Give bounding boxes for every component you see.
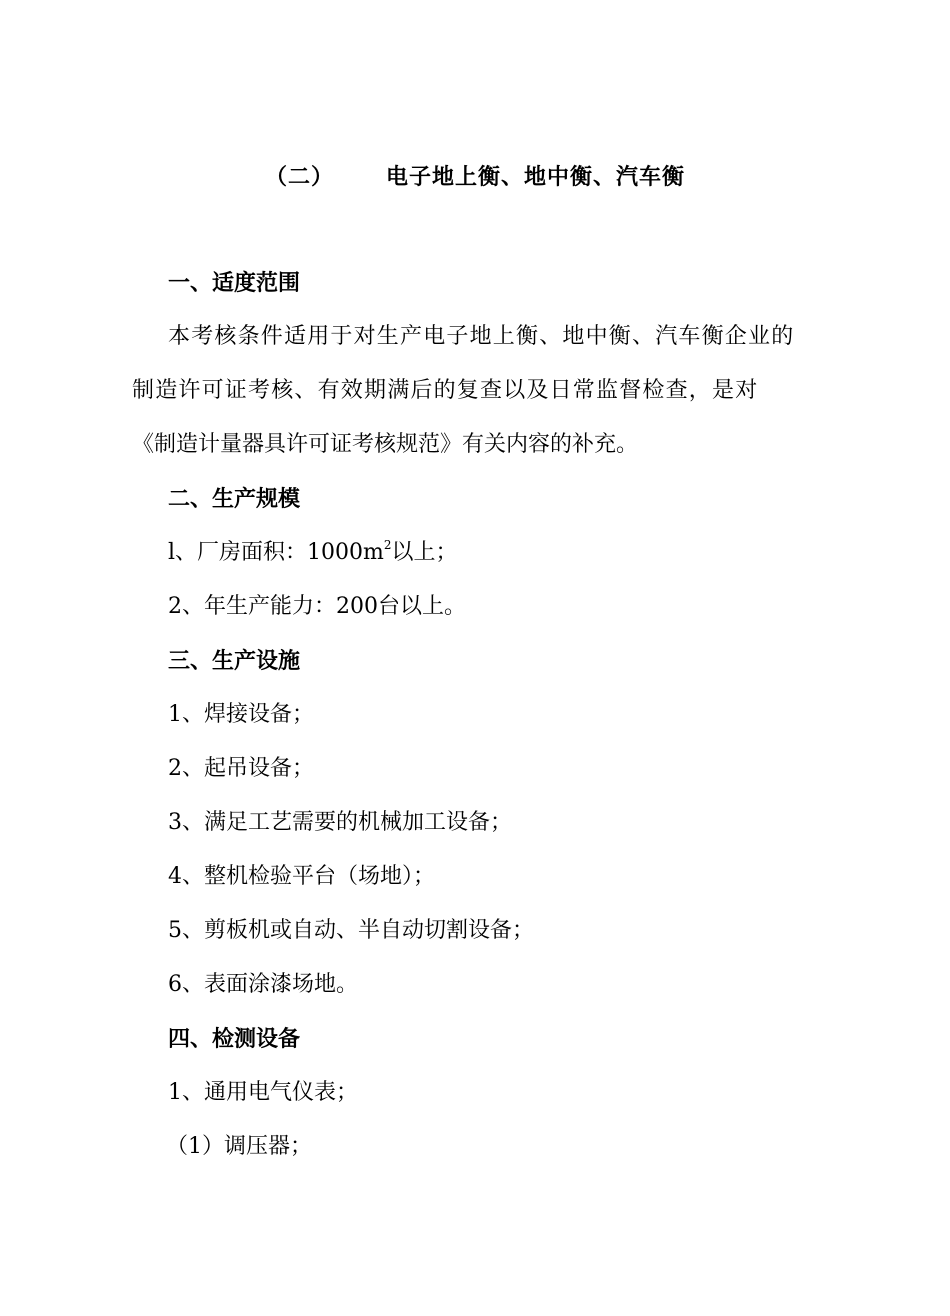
scale-item-1-text: l、厂房面积：1000m	[168, 540, 384, 565]
testing-item-1: 1、通用电气仪表；	[168, 1080, 358, 1105]
document-title	[0, 160, 950, 191]
section-heading-scale: 二、生产规模	[168, 486, 301, 512]
scale-item-1	[168, 538, 458, 568]
scope-paragraph-line-1: 本考核条件适用于对生产电子地上衡、地中衡、汽车衡企业的	[168, 324, 795, 349]
facilities-item-2: 2、起吊设备；	[168, 756, 314, 781]
title-text: 电子地上衡、地中衡、汽车衡	[385, 164, 685, 190]
section-heading-testing: 四、检测设备	[168, 1026, 301, 1052]
scope-paragraph-line-2: 制造许可证考核、有效期满后的复查以及日常监督检查，是对	[132, 378, 759, 403]
superscript-2: 2	[383, 537, 392, 552]
facilities-item-3: 3、满足工艺需要的机械加工设备；	[168, 810, 512, 835]
facilities-item-5: 5、剪板机或自动、半自动切割设备；	[168, 918, 534, 943]
testing-subitem-1: （1）调压器；	[166, 1134, 312, 1159]
facilities-item-6: 6、表面涂漆场地。	[168, 972, 358, 997]
scope-paragraph-line-3: 《制造计量器具许可证考核规范》有关内容的补充。	[132, 432, 639, 457]
scale-item-2: 2、年生产能力：200台以上。	[168, 594, 466, 619]
section-heading-facilities: 三、生产设施	[168, 648, 301, 674]
title-prefix: （二）	[265, 164, 335, 190]
section-heading-scope: 一、适度范围	[168, 270, 301, 296]
facilities-item-4: 4、整机检验平台（场地）；	[168, 864, 435, 889]
facilities-item-1: 1、焊接设备；	[168, 702, 314, 727]
scale-item-1-suffix: 以上；	[391, 540, 458, 565]
